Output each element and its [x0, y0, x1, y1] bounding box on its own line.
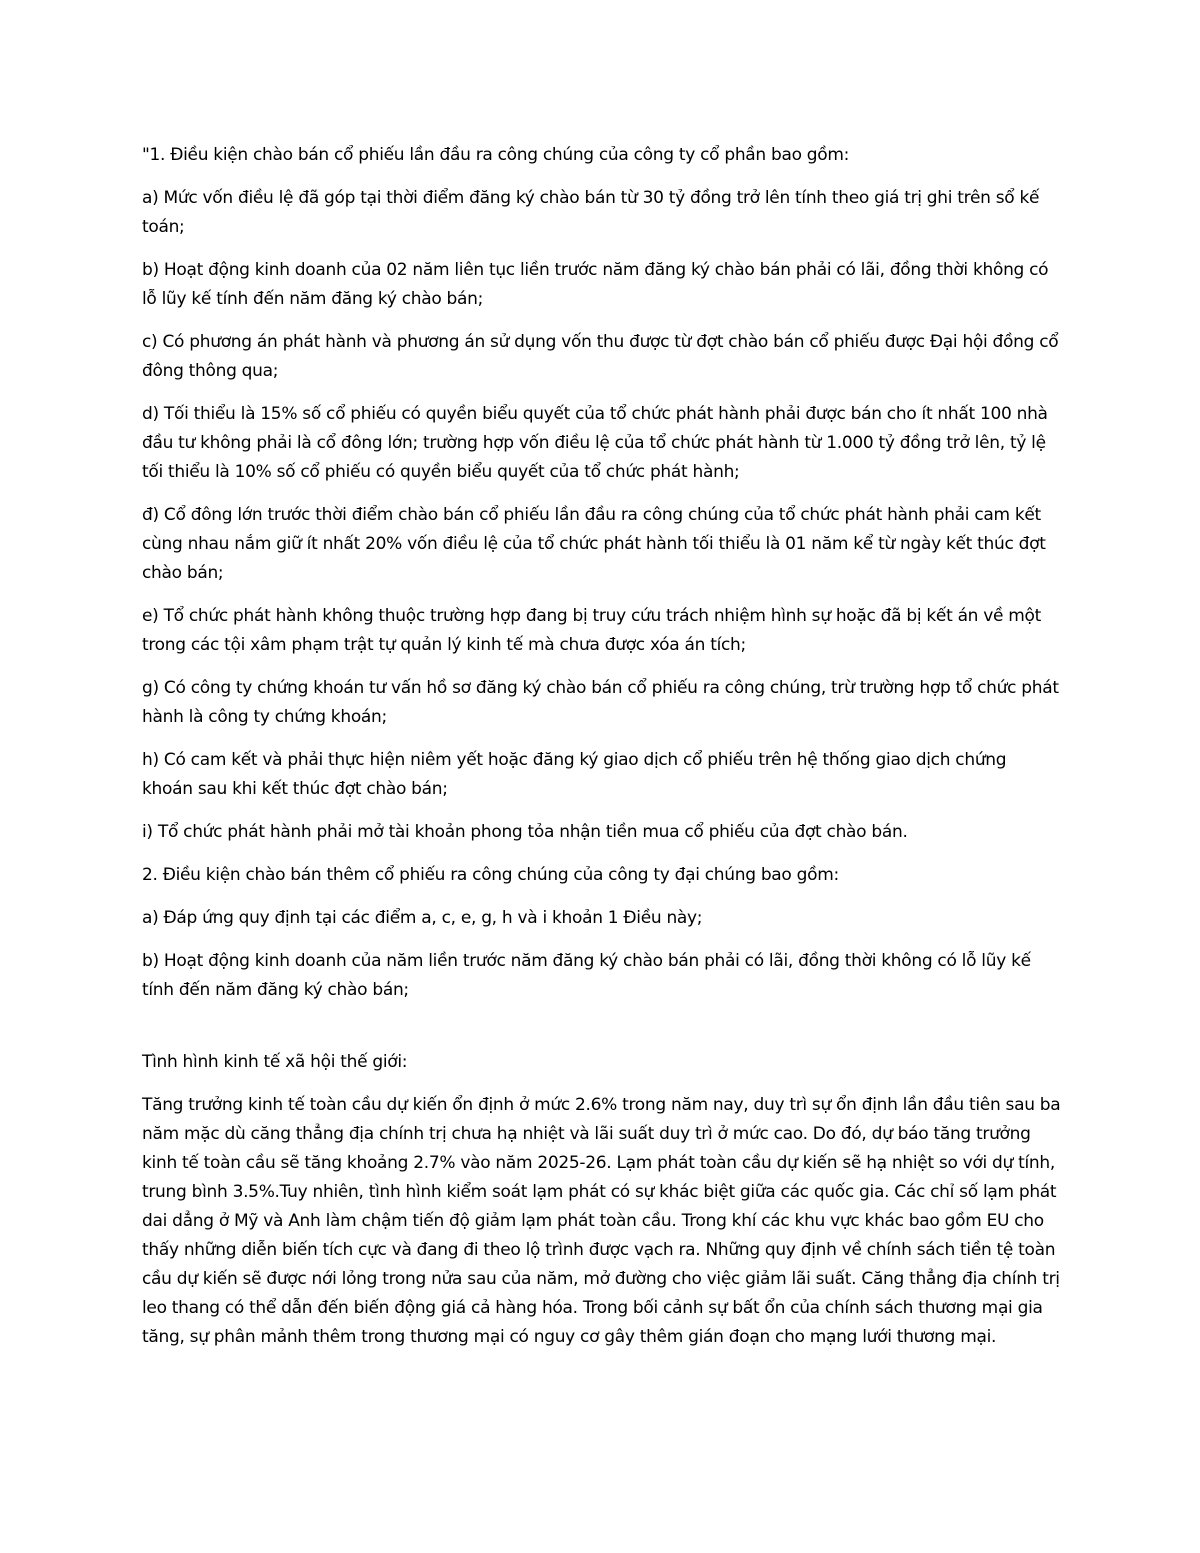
section2-item-b: b) Hoạt động kinh doanh của năm liền trước năm đăng ký chào bán phải có lãi, đồng thời không có lỗ lũy kế tính đến năm đăng ký chào bán; — [142, 951, 1031, 1000]
document-body — [142, 141, 1062, 1352]
section3-body: Tăng trưởng kinh tế toàn cầu dự kiến ổn định ở mức 2.6% trong năm nay, duy trì sự ổn định lần đầu tiên sau ba năm mặc dù căng thẳng địa chính trị chưa hạ nhiệt và lãi suất duy trì ở mức cao. Do đó, dự báo tăng trưởng kinh tế toàn cầu sẽ tăng khoảng 2.7% vào năm 2025-26. Lạm phát toàn cầu dự kiến sẽ hạ nhiệt so với dự tính, trung bình 3.5%.Tuy nhiên, tình hình kiểm soát lạm phát có sự khác biệt giữa các quốc gia. Các chỉ số lạm phát dai dẳng ở Mỹ và Anh làm chậm tiến độ giảm lạm phát toàn cầu. Trong khí các khu vực khác bao gồm EU cho thấy những diễn biến tích cực và đang đi theo lộ trình được vạch ra. Những quy định về chính sách tiền tệ toàn cầu dự kiến sẽ được nới lỏng trong nửa sau của năm, mở đường cho việc giảm lãi suất. Căng thẳng địa chính trị leo thang có thể dẫn đến biến động giá cả hàng hóa. Trong bối cảnh sự bất ổn của chính sách thương mại gia tăng, sự phân mảnh thêm trong thương mại có nguy cơ gây thêm gián đoạn cho mạng lưới thương mại. — [142, 1095, 1061, 1347]
section1-item-dd: đ) Cổ đông lớn trước thời điểm chào bán cổ phiếu lần đầu ra công chúng của tổ chức phát hành phải cam kết cùng nhau nắm giữ ít nhất 20% vốn điều lệ của tổ chức phát hành tối thiểu là 01 năm kể từ ngày kết thúc đợt chào bán; — [142, 505, 1046, 583]
section1-item-e: e) Tổ chức phát hành không thuộc trường hợp đang bị truy cứu trách nhiệm hình sự hoặc đã bị kết án về một trong các tội xâm phạm trật tự quản lý kinh tế mà chưa được xóa án tích; — [142, 606, 1042, 655]
section1-item-b: b) Hoạt động kinh doanh của 02 năm liên tục liền trước năm đăng ký chào bán phải có lãi, đồng thời không có lỗ lũy kế tính đến năm đăng ký chào bán; — [142, 260, 1049, 309]
section1-item-a: a) Mức vốn điều lệ đã góp tại thời điểm đăng ký chào bán từ 30 tỷ đồng trở lên tính theo giá trị ghi trên sổ kế toán; — [142, 188, 1040, 237]
blank-line — [142, 1019, 1062, 1048]
section1-item-i: i) Tổ chức phát hành phải mở tài khoản phong tỏa nhận tiền mua cổ phiếu của đợt chào bán. — [142, 822, 908, 842]
section2-heading: 2. Điều kiện chào bán thêm cổ phiếu ra công chúng của công ty đại chúng bao gồm: — [142, 865, 839, 885]
section3-heading: Tình hình kinh tế xã hội thế giới: — [142, 1052, 408, 1072]
section1-item-h: h) Có cam kết và phải thực hiện niêm yết hoặc đăng ký giao dịch cổ phiếu trên hệ thống giao dịch chứng khoán sau khi kết thúc đợt chào bán; — [142, 750, 1007, 799]
section2-item-a: a) Đáp ứng quy định tại các điểm a, c, e, g, h và i khoản 1 Điều này; — [142, 908, 703, 928]
section1-heading: "1. Điều kiện chào bán cổ phiếu lần đầu ra công chúng của công ty cổ phần bao gồm: — [142, 145, 850, 165]
section1-item-g: g) Có công ty chứng khoán tư vấn hồ sơ đăng ký chào bán cổ phiếu ra công chúng, trừ trường hợp tổ chức phát hành là công ty chứng khoán; — [142, 678, 1059, 727]
section1-item-d: d) Tối thiểu là 15% số cổ phiếu có quyền biểu quyết của tổ chức phát hành phải được bán cho ít nhất 100 nhà đầu tư không phải là cổ đông lớn; trường hợp vốn điều lệ của tổ chức phát hành từ 1.000 tỷ đồng trở lên, tỷ lệ tối thiểu là 10% số cổ phiếu có quyền biểu quyết của tổ chức phát hành; — [142, 404, 1048, 482]
section1-item-c: c) Có phương án phát hành và phương án sử dụng vốn thu được từ đợt chào bán cổ phiếu được Đại hội đồng cổ đông thông qua; — [142, 332, 1059, 381]
